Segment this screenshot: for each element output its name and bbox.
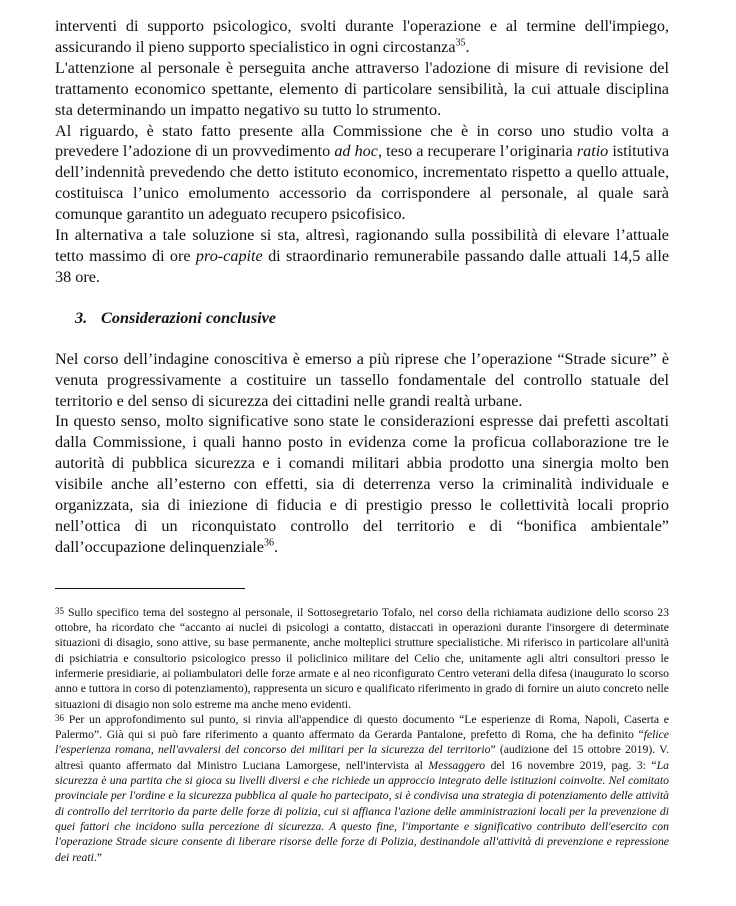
text-run: del 16 novembre 2019, pag. 3: “ [485,758,657,772]
text-run: In alternativa a tale soluzione si sta, altresì, ragionando sulla possibilità di elevare l’attuale tetto massimo di ore [55,226,669,265]
text-run: In questo senso, molto significative sono state le considerazioni espresse dai prefetti ascoltati dalla Commissione, i quali hanno posto in evidenza come la proficua collaborazione tre le autorità di pubblica sicurezza e i comandi militari abbia prodotto una sinergia molto ben visibile anche all’esterno con effetti, sia di deterrenza verso la criminalità individuale e organizzata, sia di iniezione di fiducia e di prestigio presso le collettività locali proprio nell’ottica di un riconquistato controllo del territorio e di “bonifica ambientale” dall’occupazione delinquenziale [55,412,669,556]
text-run: Al riguardo, è stato fatto presente alla Commissione che è in corso uno studio volta a prevedere l’adozione di un provvedimento [55,121,669,161]
footnote-reference: 36 [263,537,274,549]
italic-run: La sicurezza è una partita che si gioca su livelli diversi e che richiede un approccio integrato delle istituzioni coinvolte. Nel comitato provinciale per l'ordine e la sicurezza pubblica al quale ho partecipato, si è condivisa una strategia di potenziamento delle attività di controllo del territorio da parte delle forze di polizia, cui si affianca l'azione delle amministrazioni locali per la prevenzione di quei fattori che incidono sulla percezione di sicurezza. A questo fine, l'importante e significativo contributo dell'esercito con l'operazione Strade sicure consente di liberare risorse delle forze di Polizia, destinandole all'attività di prevenzione e repressione dei reati [55,758,669,864]
footnotes [55,605,669,865]
section-number: 3. [75,308,88,327]
document-page [55,16,669,865]
paragraph [55,58,669,121]
conclusion-section [55,349,669,558]
section-title: Considerazioni conclusive [101,308,276,327]
text-run: L'attenzione al personale è perseguita anche attraverso l'adozione di misure di revisione del trattamento economico spettante, elemento di particolare sensibilità, la cui attuale disciplina sta determinando un impatto negativo su tutto lo strumento. [55,58,669,119]
text-run: Nel corso dell’indagine conoscitiva è emerso a più riprese che l’operazione “Strade sicure” è venuta progressivamente a costituire un tassello fondamentale del controllo statuale del territorio e del senso di sicurezza dei cittadini nelle grandi realtà urbane. [55,349,669,410]
footnote-separator [55,588,245,589]
text-run: .” [93,850,102,864]
italic-run: ad hoc, [334,142,383,161]
footnote-number: 36 [55,712,64,723]
paragraph [55,16,669,58]
italic-run: pro-capite [195,246,263,265]
italic-run: felice l'esperienza romana, nell'avvalersi del concorso dei militari per la sicurezza del territorio [55,728,669,757]
italic-run: Messaggero [428,758,486,772]
paragraph [55,411,669,557]
section-heading [75,308,669,329]
text-run: Per un approfondimento sul punto, si rinvia all'appendice di questo documento “Le esperienze di Roma, Napoli, Caserta e Palermo”. Già qui si può fare riferimento a quanto affermato da Gerarda Pantalone, prefetto di Roma, che ha definito “ [55,712,669,742]
footnote-number: 35 [55,605,64,616]
paragraph [55,121,669,226]
text-run: . [273,537,279,556]
footnote-36 [55,712,669,865]
text-run: di straordinario remunerabile passando dalle attuali 14,5 alle 38 ore. [55,246,669,286]
text-run: . [465,37,470,56]
text-run: teso a recuperare l’originaria [382,142,577,161]
text-run: istitutiva dell’indennità prevedendo che detto istituto economico, incrementato rispetto a quello attuale, costituisca l’unico emolumento accessorio da corrispondere al personale, al quale sarà comunque garantito un adeguato recupero psicofisico. [55,142,670,224]
text-run: ” (audizione del 15 ottobre 2019). V. altresì quanto affermato dal Ministro Luciana Lamorgese, nell'intervista al [55,743,670,772]
body-section [55,16,669,288]
footnote-35 [55,605,669,712]
footnote-reference: 35 [455,37,466,49]
text-run: Sullo specifico tema del sostegno al personale, il Sottosegretario Tofalo, nel corso della richiamata audizione dello scorso 23 ottobre, ha ricordato che “accanto ai nuclei di psicologi a contatto, distaccati in operazioni durante l'insorgere di determinate situazioni di disagio, sono attive, su base permanente, anche molteplici strutture specialistiche. Mi riferisco in particolare all'unità di psichiatria e consultorio psicologico presso il policlinico militare del Celio che, unitamente agli altri consultori presso le infermerie presidiarie, ai poliambulatori delle forze armate e al neo riconfigurato Centro veterani della difesa (inaugurato lo scorso anno e tuttora in corso di potenziamento), rappresenta un sicuro e qualificato riferimento in grado di fornire un aiuto concreto nelle situazioni di disagio non solo estreme ma anche meno evidenti. [55,605,669,711]
text-run: interventi di supporto psicologico, svolti durante l'operazione e al termine dell'impiego, assicurando il pieno supporto specialistico in ogni circostanza [55,17,669,56]
paragraph [55,349,669,412]
italic-run: ratio [576,142,609,161]
paragraph [55,225,669,288]
